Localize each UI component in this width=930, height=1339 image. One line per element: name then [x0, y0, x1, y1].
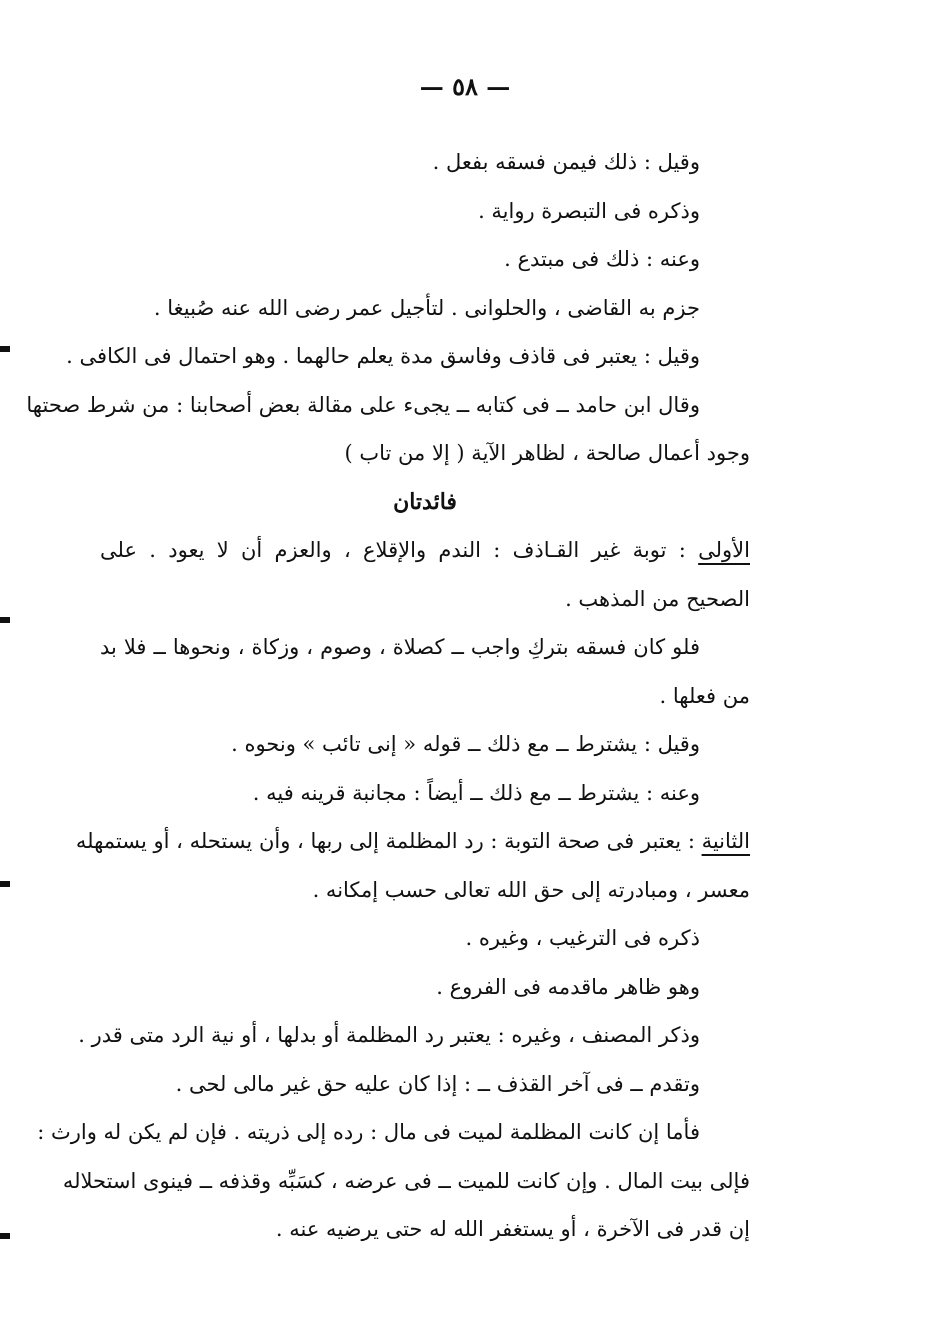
first-point-text: : توبة غير القـاذف : الندم والإقلاع ، والعزم أن لا يعود . على	[100, 538, 699, 562]
second-point-line	[75, 817, 750, 866]
body-line: وقال ابن حامد ــ فى كتابه ــ يجىء على مقالة بعض أصحابنا : من شرط صحتها	[26, 392, 700, 417]
body-line: وقيل : ذلك فيمن فسقه بفعل .	[432, 150, 700, 174]
body-line: إن قدر فى الآخرة ، أو يستغفر الله له حتى يرضيه عنه .	[275, 1217, 750, 1241]
body-line: ذكره فى الترغيب ، وغيره .	[465, 926, 700, 950]
margin-mark	[0, 881, 10, 887]
first-point-line	[100, 526, 750, 575]
body-line: وجود أعمال صالحة ، لظاهر الآية ( إلا من تاب )	[344, 441, 750, 465]
body-line: الصحيح من المذهب .	[565, 586, 750, 611]
body-line: فلو كان فسقه بتركِ واجب ــ كصلاة ، وصوم ، وزكاة ، ونحوها ــ فلا بد	[100, 635, 700, 659]
body-line: وتقدم ــ فى آخر القذف ــ : إذا كان عليه حق غير مالى لحى .	[175, 1071, 700, 1096]
body-line: وعنه : ذلك فى مبتدع .	[504, 247, 700, 271]
body-line: فأما إن كانت المظلمة لميت فى مال : رده إلى ذريته . فإن لم يكن له وارث :	[37, 1120, 700, 1144]
margin-mark	[0, 617, 10, 623]
body-line: وقيل : يشترط ــ مع ذلك ــ قوله « إنى تائب » ونحوه .	[231, 732, 700, 756]
page-number: — ٥٨ —	[419, 72, 511, 101]
body-line: جزم به القاضى ، والحلوانى . لتأجيل عمر رضى الله عنه صُبيغا .	[153, 295, 700, 320]
body-line: وذكر المصنف ، وغيره : يعتبر رد المظلمة أو بدلها ، أو نية الرد متى قدر .	[78, 1023, 700, 1047]
body-line: وعنه : يشترط ــ مع ذلك ــ أيضاً : مجانبة قرينه فيه .	[252, 780, 700, 805]
body-line: وهو ظاهر ماقدمه فى الفروع .	[436, 974, 700, 999]
margin-mark	[0, 346, 10, 352]
page-body	[26, 138, 750, 1254]
body-line: معسر ، ومبادرته إلى حق الله تعالى حسب إمكانه .	[312, 877, 750, 902]
second-point-text: : يعتبر فى صحة التوبة : رد المظلمة إلى ربها ، وأن يستحله ، أو يستمهله	[75, 829, 702, 853]
margin-mark	[0, 1233, 10, 1239]
first-point-label: الأولى	[698, 538, 750, 562]
body-line: فإلى بيت المال . وإن كانت للميت ــ فى عرضه ، كسَبِّه وقذفه ــ فينوى استحلاله	[62, 1168, 750, 1193]
second-point-label: الثانية	[701, 829, 750, 853]
body-line: من فعلها .	[659, 683, 750, 708]
body-line: وذكره فى التبصرة رواية .	[478, 198, 700, 223]
section-heading: فائدتان	[393, 488, 457, 515]
body-line: وقيل : يعتبر فى قاذف وفاسق مدة يعلم حالهما . وهو احتمال فى الكافى .	[66, 344, 700, 368]
